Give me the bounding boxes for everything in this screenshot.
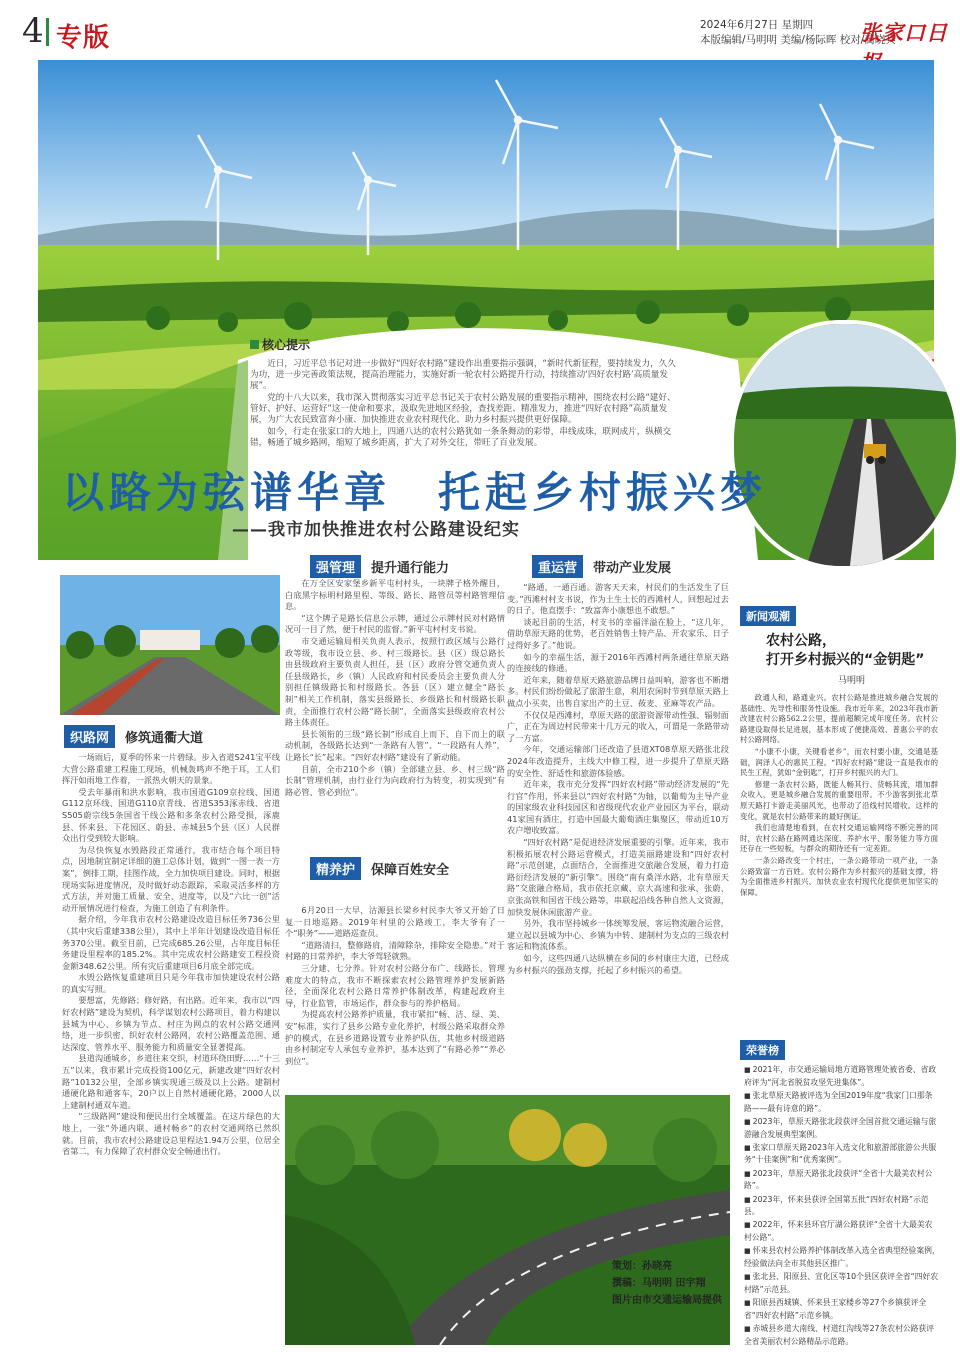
honor-item: ■ 张家口草原天路2023年入选文化和旅游部旅游公共服务“十佳案例”和“优秀案例”。: [744, 1142, 940, 1166]
article-paragraph: 一场雨后，夏季的怀来一片碧绿。步入省道S241宝平线大营公路重建工程施工现场，机械轰鸣声不绝于耳，工人们挥汗如雨地工作着，一派热火朝天的景象。: [62, 752, 280, 786]
newspaper-logo: 张家口日: [860, 20, 948, 45]
article-paragraph: 县道沟通城乡，乡道往来交织，村道环绕田野……“十三五”以来，我市累计完成投资100亿元，新建改建“四好农村路”10132公里，全部乡镇实现通三级及以上公路。建制村通硬化路和通客车，20户以上自然村通硬化路，2000人以上建制村通双车道。: [62, 1053, 280, 1110]
road-paving-photo: [730, 320, 960, 570]
commentary-title: [766, 632, 924, 670]
core-tips-label: 核心提示: [262, 338, 311, 352]
honor-item: ■ 2023年，草原天路张北段获评全国首批交通运输与旅游融合发展典型案例。: [744, 1116, 940, 1140]
article-paragraph: 今年，交通运输部门还改造了县道XT08草原天路张北段2024年改造提升，主线大中修工程，进一步提升了草原天路的安全性、舒适性和旅游体验感。: [507, 744, 729, 778]
core-tips-paragraph: 党的十八大以来，我市深入贯彻落实习近平总书记关于农村公路发展的重要指示精神，围绕农村公路“建好、管好、护好、运营好”这一使命和要求，汲取先进地区经验，查找差距、精准发力，推进“四好农村路”高质量发展，为广大农民致富奔小康、加快推进农业农村现代化、助力乡村振兴提供更好保障。: [250, 393, 676, 425]
commentary-paragraph: 政通人和，路通业兴。农村公路是推进城乡融合发展的基础性、先导性和服务性设施。我市近年来，2023年我市新改建农村公路562.2公里，提前超额完成年度任务。农村公路建设取得长足进展，基本形成了便捷高效、普惠公平的农村公路网络。: [740, 693, 938, 745]
commentary-title-line: 农村公路，: [766, 633, 836, 649]
commentary-author: 马明明: [838, 676, 866, 686]
article-paragraph: 据介绍，今年我市农村公路建设改造目标任务736公里（其中灾后重建338公里），其中上半年计划建设改造目标任务370公里。截至目前，已完成685.26公里，占年度目标任务建设里程率的185.2%。其中完成农村公路建安工程投资金额348.62公里。所有灾后重建项目6月底全部完成。: [62, 914, 280, 971]
article-paragraph: 另外，我市坚持城乡一体统筹发展，客运物流融合运营，建立起以县城为中心、乡镇为中转、建制村为支点的三级农村客运和物流体系。: [507, 918, 729, 952]
commentary-title-line: 打开乡村振兴的“金钥匙”: [766, 652, 925, 668]
article-column-3: [507, 582, 729, 976]
article-paragraph: “这个牌子是路长信息公示牌，通过公示牌村民对村路情况可一目了然，便于村民的监督。”新平屯村村支书说。: [285, 612, 505, 635]
planner-credit: 策划：孙晓亮: [612, 1261, 672, 1272]
bullet-square-icon: [250, 340, 259, 349]
honor-item: ■ 阳原县西城镇、怀来县王家楼乡等27个乡镇获评全省“四好农村路”示范乡镇。: [744, 1297, 940, 1321]
article-paragraph: 如今，这些四通八达纵横在乡间的乡村康庄大道，已经成为乡村振兴的强劲支撑，托起了乡村振兴的希望。: [507, 953, 729, 975]
article-paragraph: “三级路网”建设和便民出行全域覆盖。在这片绿色的大地上，一张“外通内联、通村畅乡”的农村交通网络已然织就。目前，我市农村公路建设总里程达1.94万公里，位居全省第二，有力保障了农村群众安全畅通出行。: [62, 1111, 280, 1157]
article-paragraph: 近年来，随着草原天路旅游品牌日益叫响，游客也不断增多。村民们纷纷做起了旅游生意，利用农闲时节到草原天路上做点小买卖，出售自家出产的土豆、莜麦、亚麻等农产品。: [507, 674, 729, 708]
article-paragraph: 为提高农村公路养护质量，我市紧扣“畅、洁、绿、美、安”标准，实行了县乡公路专业化养护，村级公路采取群众养护的模式，在县乡道路设置专业养护队伍，其他乡村级道路由乡村制定专人承包专业养护，基本达到了“有路必养”“养必到位”。: [285, 1009, 505, 1066]
honor-item: ■ 2023年，怀来县获评全国第五批“四好农村路”示范县。: [744, 1194, 940, 1218]
commentary-paragraph: 我们也清楚地看到，在农村交通运输网络不断完善的同时，农村公路在路网通达深度、养护水平、服务能力等方面还存在一些短板，与群众的期待还有一定差距。: [740, 823, 938, 854]
article-paragraph: 三分建、七分养。针对农村公路分布广、线路长、管理难度大的特点，我市不断探索农村公路管理养护发展新路径，全面深化农村公路日常养护体制改革，构建起政府主导，行业监管，市场运作，群众参与的养护格局。: [285, 962, 505, 1008]
section-heading-operation: [532, 555, 671, 578]
sub-headline: ——我市加快推进农村公路建设纪实: [232, 520, 520, 540]
photo-credit: 图片由市交通运输局提供: [612, 1295, 722, 1306]
article-paragraph: 不仅仅是西滩村，草原天路的旅游资源带动性强、辐射面广，正在为周边村民带来十几万元的收入，可谓是一条路带动了一方富。: [507, 709, 729, 743]
core-tips-title: [250, 340, 680, 351]
article-paragraph: 近年来，我市充分发挥“四好农村路”带动经济发展的“先行官”作用，怀来县以“四好农村路”为轴，以葡萄为主导产业的国家级农业科技园区和省级现代农业产业园区为平台，联动41家国有酒庄，打造中国最大葡萄酒庄集聚区，带动近10万农户增收致富。: [507, 779, 729, 836]
honor-item: ■ 怀来县农村公路养护体制改革入选全省典型经验案例，经验做法向全市其他县区推广。: [744, 1245, 940, 1269]
page-number: 4: [22, 11, 44, 51]
section-tag: 强管理: [310, 555, 361, 578]
article-paragraph: “路通，一通百通。游客天天来，村民们的生活发生了巨变。”西滩村村支书说，作为土生土长的西滩村人，回想起过去的日子，他直摆手：“致富奔小康想也不敢想。”: [507, 582, 729, 616]
article-column-2: [285, 578, 505, 798]
article-paragraph: 6月20日一大早，沽源县长梁乡村民李大爷又开始了日复一日地巡路。2019年村里的公路竣工，李大爷有了一个“职务”——道路巡查员。: [285, 905, 505, 939]
honor-item: ■ 2021年，市交通运输局地方道路管理处被省委、省政府评为“河北省脱贫攻坚先进集体”。: [744, 1064, 940, 1088]
section-heading-management: [310, 555, 449, 578]
honor-item: ■ 张北县、阳原县、宣化区等10个县区获评全省“四好农村路”示范县。: [744, 1271, 940, 1295]
article-paragraph: 要想富，先修路；修好路，有出路。近年来，我市以“四好农村路”建设为契机，科学谋划农村公路项目，着力构建以县城为中心、乡镇为节点、村庄为网点的农村公路交通网络，进一步织密、织好农村公路网，农村公路覆盖范围、通达深度、管养水平、服务能力和质量安全显著提高。: [62, 995, 280, 1052]
article-paragraph: 如今的幸福生活，源于2016年西滩村两条通往草原天路的连接线的修通。: [507, 651, 729, 674]
honor-item: ■ 2022年，怀来县环官厅湖公路获评“全省十大最美农村公路”。: [744, 1219, 940, 1243]
commentary-paragraph: “小康不小康，关键看老乡”，而农村要小康，交通是基础，润泽人心的惠民工程。“四好农村路”建设一直是我市的民生工程，犹如“金钥匙”，打开乡村振兴的大门。: [740, 746, 938, 778]
honor-item: ■ 赤城县乡道大南线、村道红沟线等27条农村公路获评全省美丽农村公路精品示范路。: [744, 1323, 940, 1347]
article-paragraph: 受去年暴雨和洪水影响，我市国道G109京拉线、国道G112京环线、国道G110京青线、省道S353涿赤线、省道S505蔚宗线5条国省干线公路和多条农村公路受损，涿鹿县、怀来县、下花园区、蔚县、赤城县5个县（区）人民群众出行受到较大影响。: [62, 786, 280, 844]
honor-roll-list: [744, 1064, 940, 1349]
issue-date: 2024年6月27日 星期四: [700, 19, 814, 31]
honor-roll-tag: 荣誉榜: [740, 1040, 785, 1060]
section-title: 提升通行能力: [371, 561, 450, 576]
article-paragraph: 谈起目前的生活，村支书的幸福洋溢在脸上，“这几年，借助草原天路的优势，老百姓销售土特产品、开农家乐、日子过得好多了。”他说。: [507, 616, 729, 650]
core-tips-paragraph: 近日，习近平总书记对进一步做好“四好农村路”建设作出重要指示强调，“新时代新征程，要持续发力，久久为功，进一步完善政策法规，提高治理能力，实施好新一轮农村公路提升行动，持续推动‘四好农村路’高质量发展”。: [250, 359, 676, 391]
core-tips-paragraph: 如今，行走在张家口的大地上，四通八达的农村公路犹如一条条舞动的彩带，串线成珠，联网成片，纵横交错，畅通了城乡路网，缩短了城乡距离，扩大了对外交往，带旺了百业发展。: [250, 427, 672, 448]
section-title: 带动产业发展: [593, 561, 672, 576]
article-paragraph: 县长领衔的三级“路长制”形成自上而下、自下而上的联动机制，各级路长达到“一条路有人管”、“一段路有人养”，让路长“长”起来。“四好农村路”建设有了新动能。: [285, 728, 505, 762]
article-column-1: [62, 752, 280, 1158]
header-divider: [46, 18, 49, 46]
article-paragraph: 目前，全市210个乡（镇）全部建立县、乡、村三级“路长制”管理机制，由行业行为向政府行为转变，初实现到“有路必管、管必到位”。: [285, 763, 505, 797]
section-title: 保障百姓安全: [371, 863, 450, 878]
article-paragraph: 在万全区安家堡乡新平屯村村头，一块牌子格外醒目，白底黑字标明村路里程、等级、路长、路管员等村路管理信息。: [285, 578, 505, 612]
section-name: 专版: [56, 23, 111, 53]
main-headline: 以路为弦谱华章 托起乡村振兴梦: [62, 468, 768, 517]
article-paragraph: “道路清扫，整修路肩，清障除杂，排除安全隐患。”对于村路的日常养护，李大爷驾轻就熟。: [285, 939, 505, 962]
page-header: [0, 0, 960, 60]
commentary-paragraph: 修建一条农村公路，既能人畅其行、货畅其流，增加群众收入，更是城乡融合发展的重要纽带。不少游客到张北草原天路打卡游走美丽风光，也带动了沿线村民增收。这样的变化，就是农村公路带来的最好例证。: [740, 779, 938, 821]
core-tips: [250, 338, 680, 448]
section-tag: 重运营: [532, 555, 583, 578]
editor-credits: 本版编辑/马明明 美编/杨际晖 校对/蔺晓兵: [700, 34, 896, 46]
article-paragraph: “四好农村路”是促进经济发展重要的引擎。近年来，我市积极拓展农村公路运营模式，打造美丽路建设和“四好农村路”示范创建，点面结合，全面推进交旅融合发展，着力打造路衍经济发展的“新引擎”。围绕“南有桑洋水路，北有草原天路”交旅融合格局，我市依托京藏、京大高速和张承、张蔚、京张高铁和国省干线公路等，串联起沿线各种自然人文资源，加快发展休闲旅游产业。: [507, 837, 729, 917]
section-tag: 精养护: [310, 857, 361, 880]
section-tag: 织路网: [64, 725, 115, 748]
section-heading-maintenance: [310, 857, 449, 880]
honor-item: ■ 2023年，草原天路张北段获评“全省十大最美农村公路”。: [744, 1168, 940, 1192]
commentary-paragraph: 一条公路改变一个村庄，一条公路带动一项产业，一条公路致富一方百姓。农村公路作为乡村振兴的基础支撑，将为全面推进乡村振兴、加快农业农村现代化提供更加坚实的保障。: [740, 855, 938, 897]
article-credits: [612, 1258, 722, 1309]
article-column-2b: [285, 905, 505, 1067]
section-heading-network: [64, 725, 203, 748]
honor-item: ■ 张北草原天路被评选为全国2019年度“我家门口那条路——最有诗意的路”。: [744, 1090, 940, 1114]
article-paragraph: 水毁公路恢复重建项目只是今年我市加快建设农村公路的真实写照。: [62, 972, 280, 994]
writer-credit: 撰稿：马明明 田宇翔: [612, 1278, 706, 1289]
section-title: 修筑通衢大道: [125, 731, 204, 746]
commentary-body: [740, 693, 938, 899]
news-commentary-tag: 新闻观潮: [740, 606, 796, 626]
article-paragraph: 市交通运输局相关负责人表示，按照行政区域与公路行政等级，我市设立县、乡、村三级路长。县（区）级总路长由县级政府主要负责人担任，县（区）政府分管交通负责人任县级路长，乡（镇）人民政府和村民委员会主要负责人分别担任镇级路长和村级路长。各县（区）建立健全“路长制”相关工作机制，落实县级路长、乡级路长和村级路长职责，全面推行农村公路“路长制”，全面落实县级政府农村公路主体责任。: [285, 635, 505, 728]
article-paragraph: 为尽快恢复水毁路段正常通行，我市结合每个项目特点，因地制宜制定详细的施工总体计划，做到“一图一表一方案”，倒排工期，挂图作战，全力加快项目建设。同时，根据现场实际进度情况，及时做好动态跟踪，采取灵活多样的方式方法，并对施工质量、安全、进度等，以及“六比一创”活动开展情况进行检查，为施工创造了有利条件。: [62, 844, 280, 913]
village-road-photo: [60, 575, 280, 715]
